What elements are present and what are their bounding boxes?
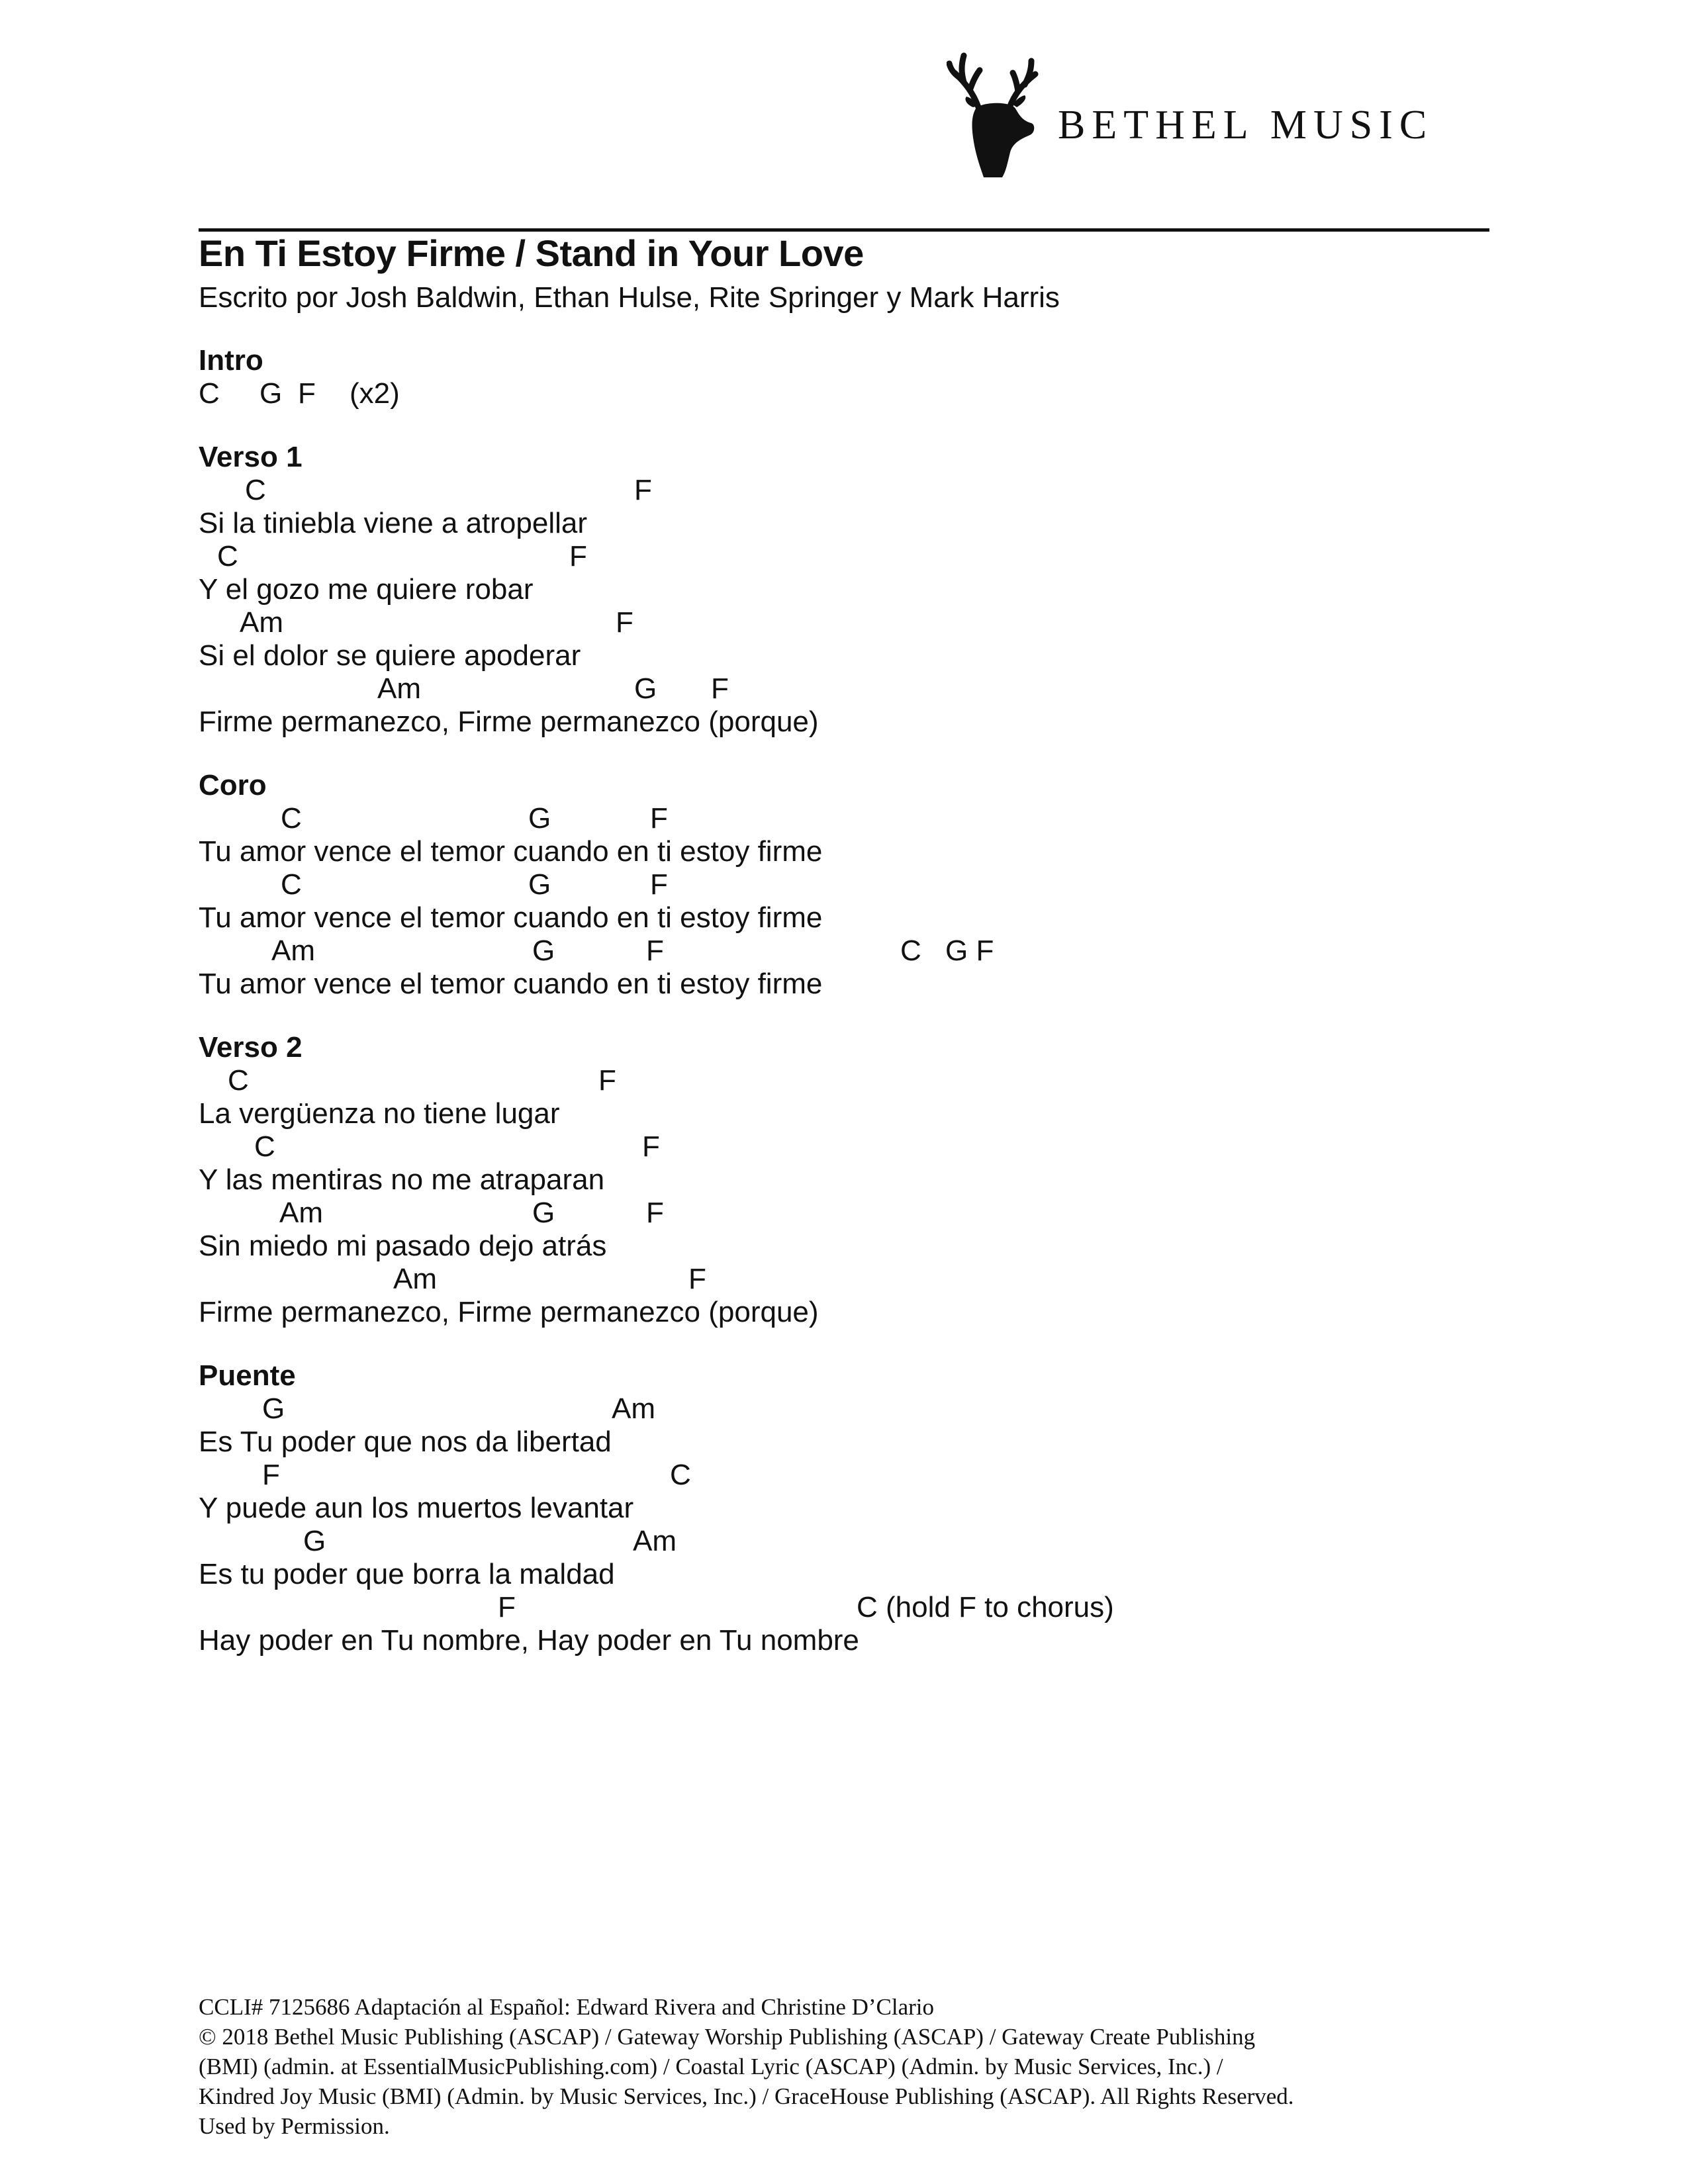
footer-line: Used by Permission. (199, 2113, 390, 2139)
song-title: En Ti Estoy Firme / Stand in Your Love (199, 232, 864, 274)
chord: C (hold F to chorus) (857, 1591, 1114, 1623)
chord: G (259, 377, 283, 410)
chord: G (634, 672, 657, 705)
footer-line: CCLI# 7125686 Adaptación al Español: Edward Rivera and Christine D’Clario (199, 1994, 935, 2020)
brand-name: BETHEL MUSIC (1058, 103, 1434, 148)
chord: F (569, 540, 587, 572)
chord: Am (279, 1197, 323, 1229)
lyric-line: Es tu poder que borra la maldad (199, 1558, 615, 1590)
chord: Am (633, 1525, 677, 1557)
lyric-line: Si la tiniebla viene a atropellar (199, 507, 588, 539)
chord: G (532, 934, 555, 967)
chord: Am (612, 1392, 655, 1425)
lyric-line: Y puede aun los muertos levantar (199, 1492, 634, 1524)
chord: C (670, 1459, 691, 1491)
chord: F (650, 868, 668, 901)
chord: F (642, 1130, 660, 1163)
chord: G F (945, 934, 994, 967)
deer-head-icon (947, 46, 1046, 179)
chord: F (646, 1197, 664, 1229)
bethel-music-logo (947, 46, 1476, 179)
chord: G (303, 1525, 326, 1557)
chord: F (262, 1459, 280, 1491)
chord: G (528, 868, 551, 901)
lyric-line: Tu amor vence el temor cuando en ti estoy firme (199, 901, 823, 934)
chord: C (281, 802, 302, 835)
section-heading-verso-1: Verso 1 (199, 441, 303, 473)
song-writers: Escrito por Josh Baldwin, Ethan Hulse, Rite Springer y Mark Harris (199, 281, 1060, 314)
chord: F (646, 934, 664, 967)
chord: Am (271, 934, 315, 967)
chord: F (650, 802, 668, 835)
lyric-line: Firme permanezco, Firme permanezco (porque) (199, 1296, 819, 1328)
chord: Am (393, 1263, 437, 1295)
chord: C (217, 540, 238, 572)
lyric-line: Si el dolor se quiere apoderar (199, 639, 581, 672)
chord: Am (240, 606, 283, 639)
footer-line: (BMI) (admin. at EssentialMusicPublishing.com) / Coastal Lyric (ASCAP) (Admin. by Music Services, Inc.) / (199, 2054, 1223, 2079)
chord: F (616, 606, 633, 639)
section-heading-puente: Puente (199, 1359, 296, 1392)
chord: F (598, 1064, 616, 1097)
chord: C (228, 1064, 249, 1097)
chord: F (711, 672, 729, 705)
section-heading-coro: Coro (199, 769, 267, 801)
lyric-line: Firme permanezco, Firme permanezco (porque) (199, 705, 819, 738)
lyric-line: Sin miedo mi pasado dejo atrás (199, 1230, 607, 1262)
chord: F (688, 1263, 706, 1295)
chord: G (262, 1392, 285, 1425)
lyric-line: Y las mentiras no me atraparan (199, 1163, 605, 1196)
lyric-line: La vergüenza no tiene lugar (199, 1097, 560, 1130)
lyric-line: Hay poder en Tu nombre, Hay poder en Tu nombre (199, 1624, 859, 1657)
chord: C (281, 868, 302, 901)
section-heading-intro: Intro (199, 344, 263, 377)
chord: G (528, 802, 551, 835)
chord: C (199, 377, 220, 410)
chord: F (298, 377, 316, 410)
chord: Am (377, 672, 421, 705)
chord: C (900, 934, 921, 967)
lyric-line: Es Tu poder que nos da libertad (199, 1426, 612, 1458)
section-heading-verso-2: Verso 2 (199, 1031, 303, 1064)
lyric-line: Tu amor vence el temor cuando en ti estoy firme (199, 835, 823, 868)
chord: (x2) (350, 377, 400, 410)
lyric-line: Tu amor vence el temor cuando en ti estoy firme (199, 968, 823, 1000)
chord: C (254, 1130, 275, 1163)
footer-line: Kindred Joy Music (BMI) (Admin. by Music Services, Inc.) / GraceHouse Publishing (ASCAP). All Rights Reserved. (199, 2083, 1294, 2109)
lyric-line: Y el gozo me quiere robar (199, 573, 534, 606)
copyright-footer (199, 1992, 1496, 2141)
chord: G (532, 1197, 555, 1229)
footer-line: © 2018 Bethel Music Publishing (ASCAP) / Gateway Worship Publishing (ASCAP) / Gateway Create Publishing (199, 2024, 1256, 2050)
chord: F (634, 474, 652, 506)
chord: C (245, 474, 266, 506)
chord: F (498, 1591, 516, 1623)
